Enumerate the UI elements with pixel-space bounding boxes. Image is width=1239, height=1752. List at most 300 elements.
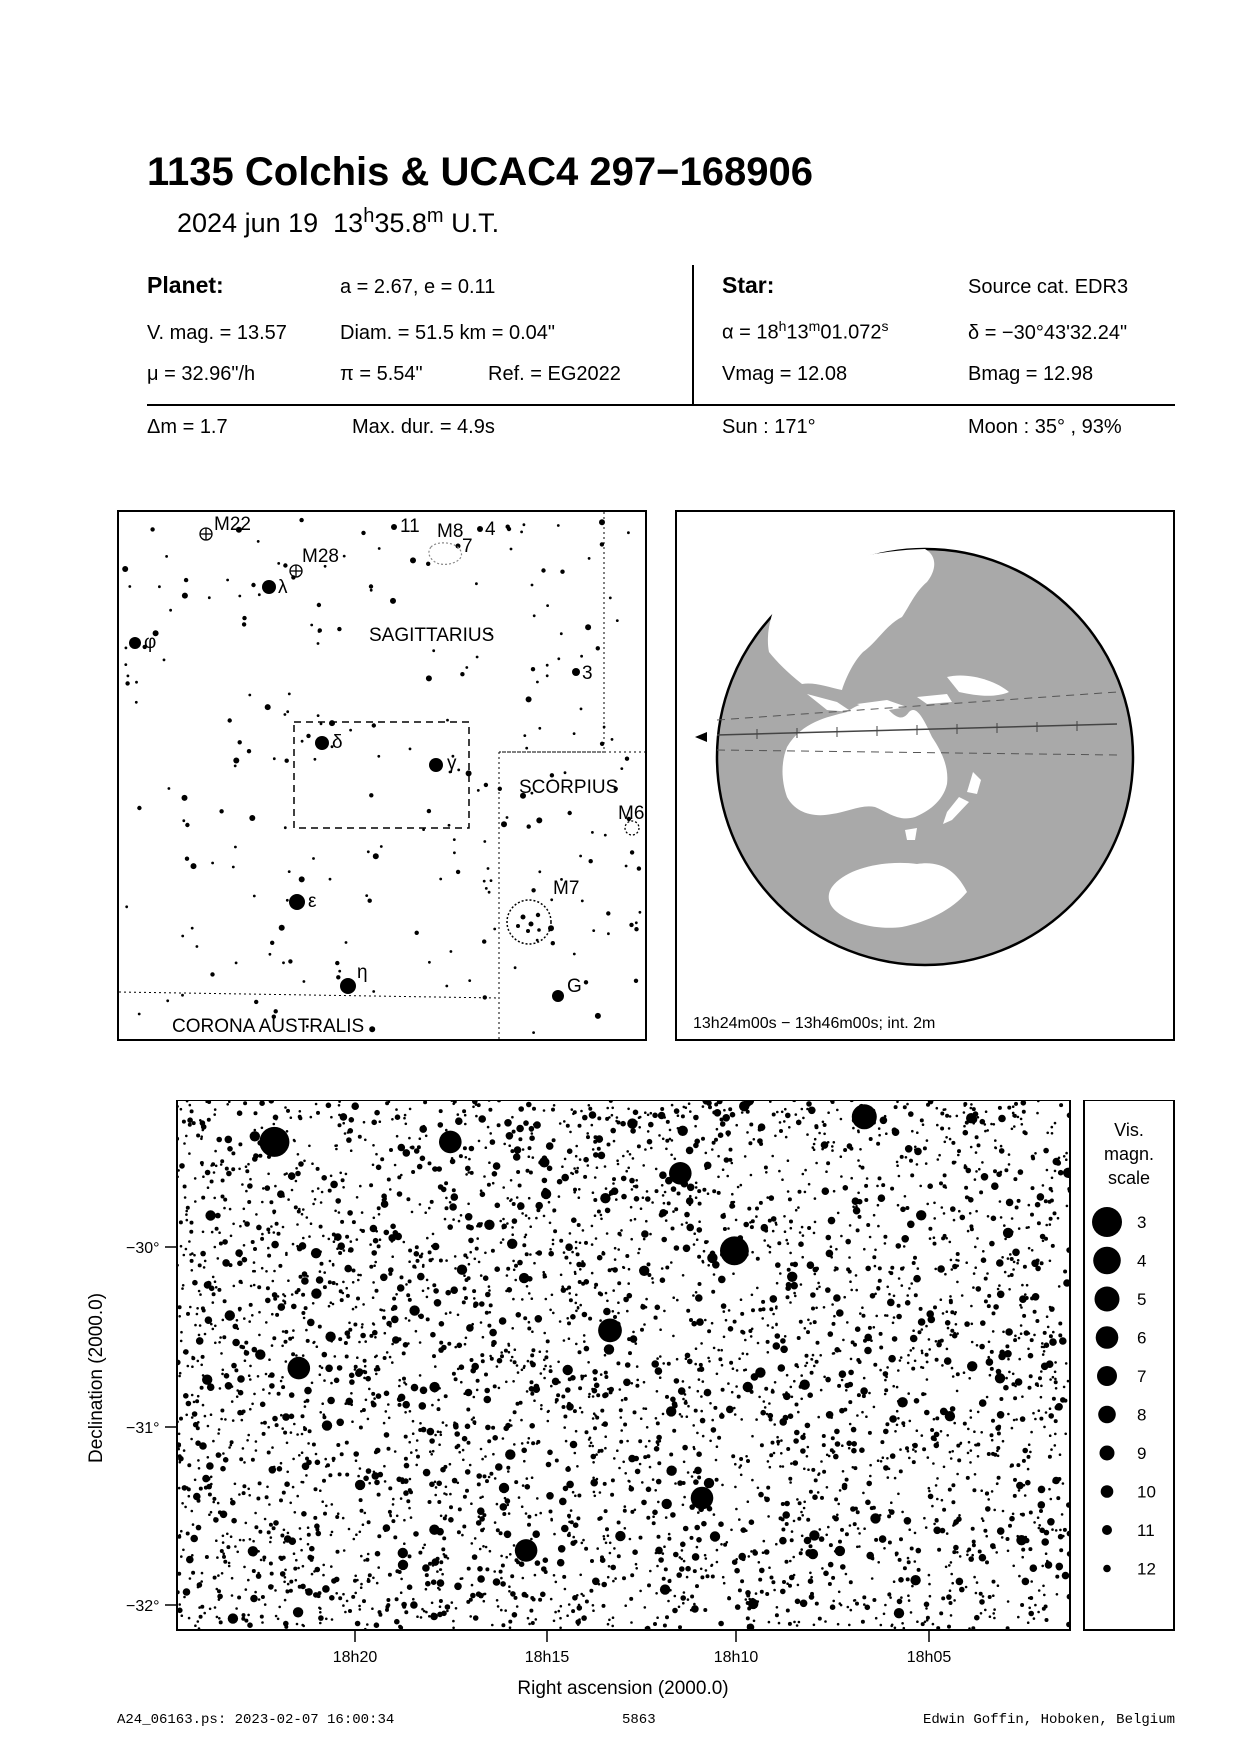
- ytick-label-31: −31°: [126, 1420, 160, 1437]
- detail-star: [765, 1171, 768, 1174]
- detail-star: [972, 1107, 976, 1111]
- detail-star: [310, 1116, 313, 1119]
- detail-star: [630, 1238, 633, 1241]
- label-delta: δ: [332, 732, 343, 753]
- star-g: [552, 990, 564, 1002]
- detail-star: [679, 1413, 682, 1416]
- detail-star: [425, 1588, 428, 1591]
- detail-star: [725, 1130, 731, 1136]
- detail-star: [270, 1572, 274, 1576]
- detail-star: [605, 1292, 608, 1295]
- detail-star: [921, 1328, 924, 1331]
- detail-star: [687, 1598, 690, 1601]
- detail-star: [250, 1595, 258, 1603]
- finder-star: [286, 899, 289, 902]
- star-header: Star:: [722, 272, 775, 298]
- detail-star: [579, 1158, 582, 1161]
- detail-star: [190, 1259, 194, 1263]
- detail-star: [886, 1366, 889, 1369]
- detail-star: [866, 1223, 870, 1227]
- detail-star: [395, 1108, 398, 1111]
- detail-star: [504, 1497, 507, 1500]
- detail-star: [567, 1286, 571, 1290]
- detail-star: [183, 1393, 189, 1399]
- detail-star: [642, 1196, 645, 1199]
- detail-star: [299, 1527, 302, 1530]
- detail-star: [508, 1351, 511, 1354]
- detail-star: [771, 1441, 775, 1445]
- detail-star: [180, 1555, 183, 1558]
- detail-star: [215, 1213, 221, 1219]
- finder-star: [169, 609, 172, 612]
- detail-star: [349, 1373, 355, 1379]
- detail-star: [707, 1101, 710, 1104]
- detail-star: [277, 1466, 283, 1472]
- detail-star: [697, 1476, 701, 1480]
- detail-star: [320, 1262, 324, 1266]
- detail-star: [627, 1282, 630, 1285]
- detail-star: [461, 1577, 464, 1580]
- detail-star: [526, 1390, 529, 1393]
- detail-star: [607, 1576, 610, 1579]
- finder-star: [210, 972, 214, 976]
- detail-star: [357, 1279, 360, 1282]
- detail-star: [831, 1149, 834, 1152]
- detail-star: [933, 1437, 937, 1441]
- finder-star: [234, 846, 237, 849]
- finder-star: [637, 866, 641, 870]
- detail-star: [419, 1374, 422, 1377]
- detail-star: [1030, 1564, 1038, 1572]
- detail-star: [505, 1449, 515, 1459]
- detail-star: [578, 1196, 581, 1199]
- finder-star: [372, 990, 375, 993]
- detail-star: [530, 1392, 534, 1396]
- detail-star: [238, 1493, 241, 1496]
- detail-star: [504, 1349, 508, 1353]
- detail-star: [1051, 1244, 1055, 1248]
- detail-star: [758, 1308, 762, 1312]
- detail-star: [843, 1185, 849, 1191]
- detail-star: [235, 1249, 243, 1257]
- detail-star: [766, 1340, 770, 1344]
- detail-star: [338, 1104, 341, 1107]
- detail-star: [432, 1450, 435, 1453]
- detail-star: [1006, 1626, 1010, 1630]
- detail-star: [1012, 1565, 1015, 1568]
- detail-star: [453, 1424, 459, 1430]
- detail-star: [493, 1570, 496, 1573]
- detail-star: [361, 1211, 364, 1214]
- detail-star: [775, 1324, 778, 1327]
- detail-star: [985, 1560, 989, 1564]
- detail-star: [644, 1111, 647, 1114]
- detail-star: [523, 1316, 527, 1320]
- detail-star: [849, 1580, 853, 1584]
- finder-star: [580, 708, 583, 711]
- detail-star: [647, 1114, 650, 1117]
- detail-star: [861, 1411, 864, 1414]
- detail-star: [737, 1395, 741, 1399]
- detail-star: [364, 1139, 367, 1142]
- detail-star: [860, 1387, 868, 1395]
- detail-star: [674, 1207, 678, 1211]
- detail-star: [552, 1239, 555, 1242]
- detail-star: [828, 1582, 832, 1586]
- detail-star: [738, 1466, 741, 1469]
- detail-star: [855, 1326, 861, 1332]
- star-epsilon: [289, 894, 305, 910]
- detail-star: [682, 1274, 685, 1277]
- detail-star: [477, 1482, 481, 1486]
- detail-star: [462, 1459, 465, 1462]
- detail-star: [211, 1231, 214, 1234]
- detail-star: [521, 1505, 524, 1508]
- detail-star: [1004, 1238, 1007, 1241]
- detail-star: [716, 1373, 719, 1376]
- finder-star: [630, 850, 634, 854]
- finder-star: [446, 719, 449, 722]
- detail-star: [702, 1435, 705, 1438]
- detail-star: [700, 1575, 704, 1579]
- detail-star: [929, 1237, 932, 1240]
- detail-star: [656, 1421, 660, 1425]
- detail-star: [540, 1372, 543, 1375]
- detail-star: [293, 1423, 296, 1426]
- detail-star: [185, 1213, 188, 1216]
- detail-star: [766, 1486, 770, 1490]
- detail-star: [848, 1270, 852, 1274]
- detail-star: [812, 1494, 818, 1500]
- detail-star: [245, 1588, 248, 1591]
- detail-star: [819, 1354, 822, 1357]
- detail-star: [928, 1583, 931, 1586]
- detail-star: [302, 1625, 305, 1628]
- finder-star: [369, 793, 373, 797]
- detail-star: [506, 1222, 509, 1225]
- xtick-label-1820: 18h20: [332, 1649, 378, 1666]
- detail-star: [200, 1580, 203, 1583]
- detail-star: [1045, 1561, 1053, 1569]
- detail-star: [676, 1358, 679, 1361]
- finder-star: [310, 624, 313, 627]
- detail-star: [722, 1114, 730, 1122]
- detail-star: [438, 1387, 441, 1390]
- detail-star: [796, 1624, 799, 1627]
- detail-star: [289, 1502, 292, 1505]
- detail-star: [346, 1137, 352, 1143]
- detail-star: [210, 1323, 213, 1326]
- detail-star: [953, 1219, 956, 1222]
- detail-star: [301, 1414, 305, 1418]
- detail-star: [886, 1286, 889, 1289]
- detail-star: [221, 1195, 225, 1199]
- detail-star: [183, 1588, 191, 1596]
- detail-star: [293, 1140, 296, 1143]
- detail-star: [573, 1167, 576, 1170]
- detail-star: [429, 1258, 433, 1262]
- detail-star: [597, 1147, 601, 1151]
- detail-star: [484, 1396, 492, 1404]
- detail-star: [716, 1561, 719, 1564]
- detail-star: [646, 1426, 649, 1429]
- detail-star: [705, 1167, 708, 1170]
- detail-star: [896, 1424, 899, 1427]
- detail-star: [913, 1256, 917, 1260]
- detail-star: [896, 1164, 899, 1167]
- detail-star: [863, 1603, 866, 1606]
- detail-star: [1067, 1113, 1073, 1119]
- detail-star: [832, 1451, 835, 1454]
- legend-swatch: [1103, 1565, 1111, 1573]
- detail-star: [438, 1122, 444, 1128]
- detail-star: [546, 1492, 554, 1500]
- detail-star: [561, 1287, 567, 1293]
- detail-star: [372, 1281, 375, 1284]
- detail-star: [916, 1210, 926, 1220]
- detail-star: [741, 1527, 747, 1533]
- detail-star: [477, 1575, 485, 1583]
- detail-star: [514, 1480, 518, 1484]
- detail-star: [897, 1599, 903, 1605]
- detail-star: [215, 1227, 219, 1231]
- detail-star: [823, 1571, 829, 1577]
- detail-star: [299, 1110, 302, 1113]
- detail-star: [463, 1146, 467, 1150]
- detail-star: [255, 1449, 258, 1452]
- detail-star: [506, 1267, 510, 1271]
- detail-star: [570, 1520, 574, 1524]
- planet-diameter: Diam. = 51.5 km = 0.04": [340, 322, 555, 344]
- detail-star: [385, 1410, 388, 1413]
- detail-star: [480, 1353, 484, 1357]
- detail-star: [612, 1182, 615, 1185]
- detail-star: [941, 1236, 945, 1240]
- detail-star: [617, 1554, 621, 1558]
- detail-star: [500, 1241, 503, 1244]
- detail-star: [1044, 1237, 1048, 1241]
- detail-star: [403, 1542, 406, 1545]
- detail-star: [747, 1607, 751, 1611]
- finder-star: [277, 562, 280, 565]
- detail-star: [311, 1162, 314, 1165]
- detail-star: [682, 1602, 685, 1605]
- detail-star: [570, 1509, 573, 1512]
- detail-star: [929, 1595, 932, 1598]
- detail-star: [528, 1321, 531, 1324]
- detail-star: [823, 1306, 826, 1309]
- detail-star: [413, 1531, 419, 1537]
- bright-star: [288, 1357, 311, 1380]
- detail-star: [274, 1589, 277, 1592]
- detail-star: [432, 1564, 435, 1567]
- detail-star: [235, 1607, 238, 1610]
- detail-star: [968, 1627, 971, 1630]
- detail-star: [616, 1449, 619, 1452]
- detail-star: [302, 1565, 305, 1568]
- detail-star: [652, 1281, 655, 1284]
- detail-star: [610, 1128, 616, 1134]
- detail-star: [196, 1307, 199, 1310]
- globe-panel: [675, 510, 1175, 1041]
- detail-star: [614, 1258, 617, 1261]
- detail-star: [510, 1359, 513, 1362]
- finder-star: [249, 815, 255, 821]
- detail-star: [423, 1544, 426, 1547]
- detail-star: [792, 1262, 798, 1268]
- detail-star: [908, 1599, 911, 1602]
- detail-star: [839, 1489, 842, 1492]
- detail-star: [637, 1252, 640, 1255]
- detail-star: [334, 1355, 337, 1358]
- detail-star: [247, 1200, 251, 1204]
- detail-star: [606, 1208, 609, 1211]
- detail-star: [439, 1605, 442, 1608]
- detail-star: [851, 1441, 857, 1447]
- detail-star: [330, 1181, 338, 1189]
- detail-star: [769, 1466, 772, 1469]
- detail-star: [593, 1152, 599, 1158]
- detail-star: [265, 1373, 268, 1376]
- detail-star: [575, 1619, 581, 1625]
- detail-star: [630, 1621, 633, 1624]
- finder-field-stars: [122, 518, 641, 1034]
- detail-star: [815, 1162, 818, 1165]
- detail-star: [722, 1168, 725, 1171]
- detail-star: [353, 1538, 356, 1541]
- detail-star: [395, 1597, 399, 1601]
- detail-star: [213, 1576, 217, 1580]
- detail-star: [458, 1507, 462, 1511]
- detail-star: [364, 1512, 367, 1515]
- detail-star: [1036, 1259, 1040, 1263]
- detail-star: [813, 1232, 816, 1235]
- detail-star: [970, 1116, 978, 1124]
- detail-star: [921, 1434, 924, 1437]
- detail-star: [916, 1131, 919, 1134]
- detail-star: [807, 1261, 815, 1269]
- detail-star: [798, 1501, 802, 1505]
- detail-star: [900, 1155, 904, 1159]
- detail-star: [187, 1117, 193, 1123]
- detail-star: [809, 1544, 813, 1548]
- detail-star: [226, 1103, 229, 1106]
- detail-star: [1011, 1217, 1014, 1220]
- detail-star: [549, 1510, 553, 1514]
- detail-star: [592, 1609, 595, 1612]
- finder-star: [564, 771, 567, 774]
- detail-star: [426, 1296, 429, 1299]
- detail-star: [610, 1565, 616, 1571]
- detail-star: [979, 1399, 987, 1407]
- detail-star: [1028, 1332, 1031, 1335]
- detail-star: [717, 1101, 720, 1104]
- detail-star: [1001, 1117, 1004, 1120]
- detail-star: [457, 1265, 467, 1275]
- detail-star: [1027, 1226, 1030, 1229]
- detail-star: [1063, 1270, 1067, 1274]
- detail-star: [746, 1353, 749, 1356]
- finder-star: [365, 894, 368, 897]
- detail-star: [970, 1416, 973, 1419]
- detail-star: [545, 1298, 548, 1301]
- detail-star: [920, 1118, 924, 1122]
- detail-star: [489, 1132, 492, 1135]
- detail-star: [774, 1135, 777, 1138]
- detail-star: [989, 1241, 995, 1247]
- detail-star: [823, 1123, 827, 1127]
- detail-star: [731, 1204, 735, 1208]
- detail-star: [256, 1497, 260, 1501]
- detail-star: [617, 1312, 620, 1315]
- detail-star: [534, 1384, 540, 1390]
- detail-star: [600, 1409, 604, 1413]
- detail-star: [1035, 1202, 1041, 1208]
- detail-star: [693, 1569, 697, 1573]
- detail-star: [480, 1192, 486, 1198]
- detail-star: [879, 1369, 882, 1372]
- detail-star: [1049, 1217, 1053, 1221]
- detail-star: [397, 1284, 405, 1292]
- finder-star: [337, 627, 341, 631]
- detail-star: [604, 1165, 607, 1168]
- detail-star: [402, 1377, 406, 1381]
- detail-star: [438, 1347, 444, 1353]
- detail-star: [1066, 1247, 1072, 1253]
- detail-star: [465, 1213, 473, 1221]
- detail-star: [489, 1311, 492, 1314]
- detail-star: [816, 1288, 819, 1291]
- detail-star: [336, 1550, 340, 1554]
- detail-star: [362, 1599, 366, 1603]
- detail-star: [315, 1291, 319, 1295]
- detail-star: [415, 1449, 418, 1452]
- detail-star: [177, 1448, 180, 1451]
- detail-star: [645, 1196, 651, 1202]
- detail-star: [691, 1605, 699, 1613]
- detail-star: [234, 1368, 238, 1372]
- detail-star: [993, 1617, 996, 1620]
- detail-star: [357, 1475, 360, 1478]
- detail-star: [1055, 1575, 1059, 1579]
- detail-star: [183, 1351, 186, 1354]
- label-sagittarius: SAGITTARIUS: [369, 625, 495, 646]
- detail-star: [189, 1230, 193, 1234]
- detail-star: [205, 1170, 211, 1176]
- detail-star: [745, 1368, 748, 1371]
- detail-star: [194, 1324, 197, 1327]
- detail-star: [1055, 1529, 1058, 1532]
- detail-star: [455, 1117, 463, 1125]
- finder-star: [273, 757, 276, 760]
- detail-star: [303, 1317, 306, 1320]
- detail-star: [972, 1488, 976, 1492]
- detail-star: [854, 1201, 857, 1204]
- detail-star: [701, 1137, 705, 1141]
- detail-star: [865, 1500, 871, 1506]
- detail-star: [489, 1329, 497, 1337]
- detail-star: [969, 1409, 972, 1412]
- detail-star: [387, 1447, 391, 1451]
- detail-star: [322, 1585, 330, 1593]
- detail-star: [925, 1526, 928, 1529]
- detail-star: [742, 1352, 745, 1355]
- detail-star: [1053, 1211, 1057, 1215]
- detail-star: [883, 1429, 889, 1435]
- detail-star: [643, 1238, 646, 1241]
- detail-star: [222, 1555, 226, 1559]
- detail-star: [372, 1144, 375, 1147]
